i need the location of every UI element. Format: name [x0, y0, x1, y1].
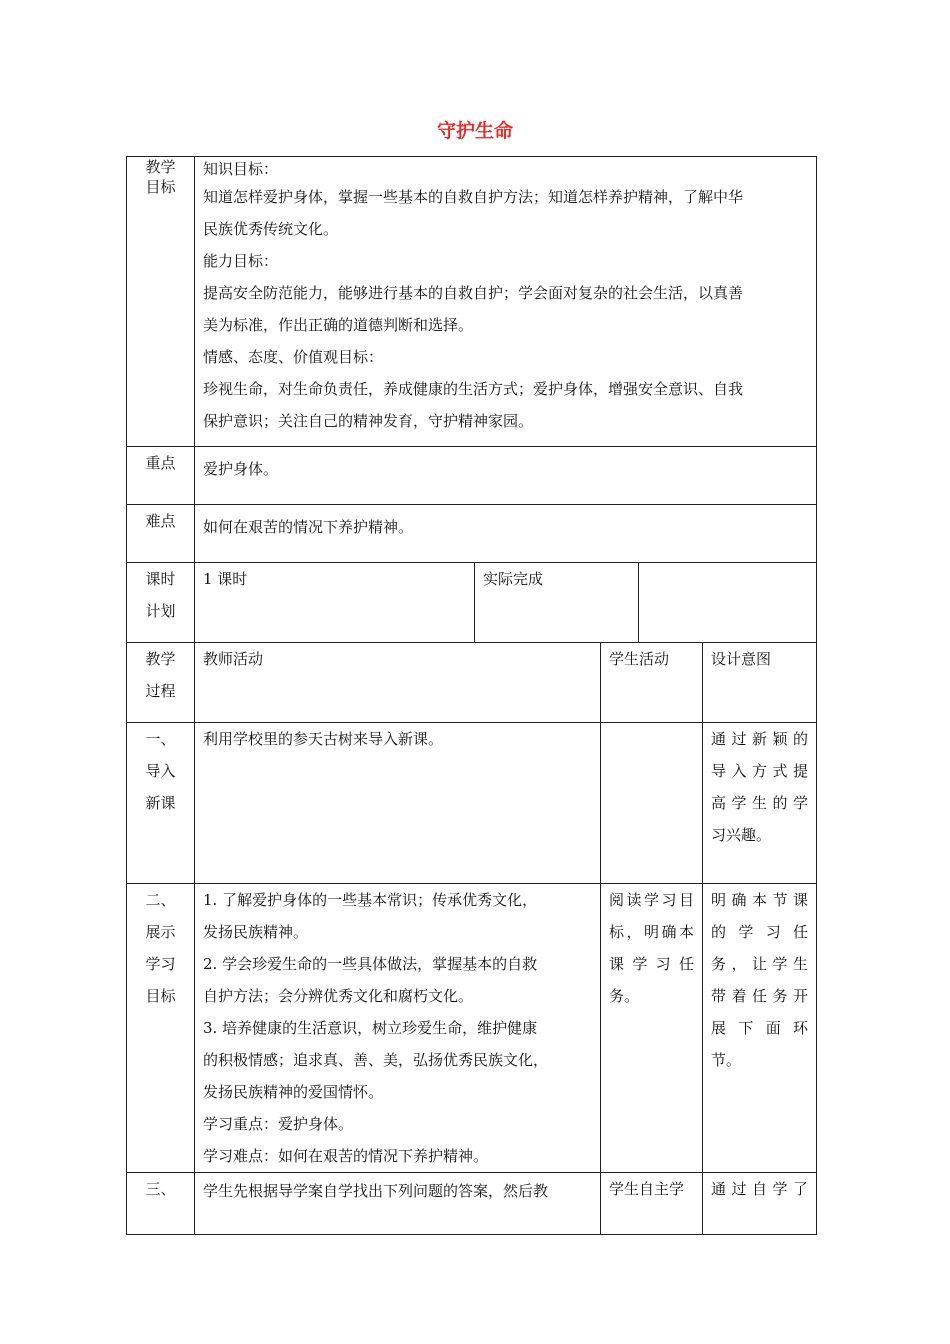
- process-header-row: [127, 643, 817, 723]
- step3-row: [127, 1173, 817, 1235]
- schedule-actual-label: 实际完成: [475, 563, 639, 643]
- difficulty-text: 如何在艰苦的情况下养护精神。: [195, 505, 817, 563]
- schedule-label: 课时 计划: [127, 563, 195, 643]
- schedule-hours: 1 课时: [195, 563, 475, 643]
- design-intent-header: 设计意图: [703, 643, 817, 723]
- step1-student: [601, 723, 703, 884]
- step1-design: 通过新颖的 导入方式提 高学生的学 习兴趣。: [703, 723, 817, 884]
- step3-label: 三、: [127, 1173, 195, 1235]
- teacher-activity-header: 教师活动: [195, 643, 601, 723]
- step1-label: 一、 导入 新课: [127, 723, 195, 884]
- step1-row: [127, 723, 817, 884]
- schedule-actual-value: [639, 563, 817, 643]
- step3-design: 通过自学了: [703, 1173, 817, 1235]
- process-label: 教学 过程: [127, 643, 195, 723]
- step1-teacher: 利用学校里的参天古树来导入新课。: [195, 723, 601, 884]
- goals-content: 知识目标： 知道怎样爱护身体，掌握一些基本的自救自护方法；知道怎样养护精神，了解中华 民族优秀传统文化。 能力目标： 提高安全防范能力，能够进行基本的自救自护；学会面对复杂的社会生活，以真善 美为标准，作出正确的道德判断和选择。 情感、态度、价值观目标： 珍视生命，对生命负责任，养成健康的生活方式；爱护身体，增强安全意识、自我 保护意识；关注自己的精神发育，守护精神家园。: [195, 157, 817, 447]
- page-title: 守护生命: [436, 120, 513, 142]
- lesson-plan-table: [126, 156, 817, 1235]
- key-point-text: 爱护身体。: [195, 447, 817, 505]
- difficulty-label: 难点: [127, 505, 195, 563]
- schedule-row: [127, 563, 817, 643]
- goals-row: [127, 157, 817, 447]
- step3-student: 学生自主学: [601, 1173, 703, 1235]
- difficulty-row: [127, 505, 817, 563]
- student-activity-header: 学生活动: [601, 643, 703, 723]
- goals-label: 教学 目标: [127, 157, 195, 447]
- step2-design: 明确本节课 的学习任 务，让学生 带着任务开 展下面环 节。: [703, 884, 817, 1173]
- key-point-label: 重点: [127, 447, 195, 505]
- step2-row: [127, 884, 817, 1173]
- step2-teacher: 1. 了解爱护身体的一些基本常识；传承优秀文化， 发扬民族精神。 2. 学会珍爱生命的一些具体做法，掌握基本的自救 自护方法；会分辨优秀文化和腐朽文化。 3. 培养健康的生活意识，树立珍爱生命，维护健康 的积极情感；追求真、善、美，弘扬优秀民族文化， 发扬民族精神的爱国情怀。 学习重点：爱护身体。 学习难点：如何在艰苦的情况下养护精神。: [195, 884, 601, 1173]
- step2-label: 二、 展示 学习 目标: [127, 884, 195, 1173]
- step2-student: 阅读学习目 标，明确本 课学习任 务。: [601, 884, 703, 1173]
- key-point-row: [127, 447, 817, 505]
- step3-teacher: 学生先根据导学案自学找出下列问题的答案，然后教: [195, 1173, 601, 1235]
